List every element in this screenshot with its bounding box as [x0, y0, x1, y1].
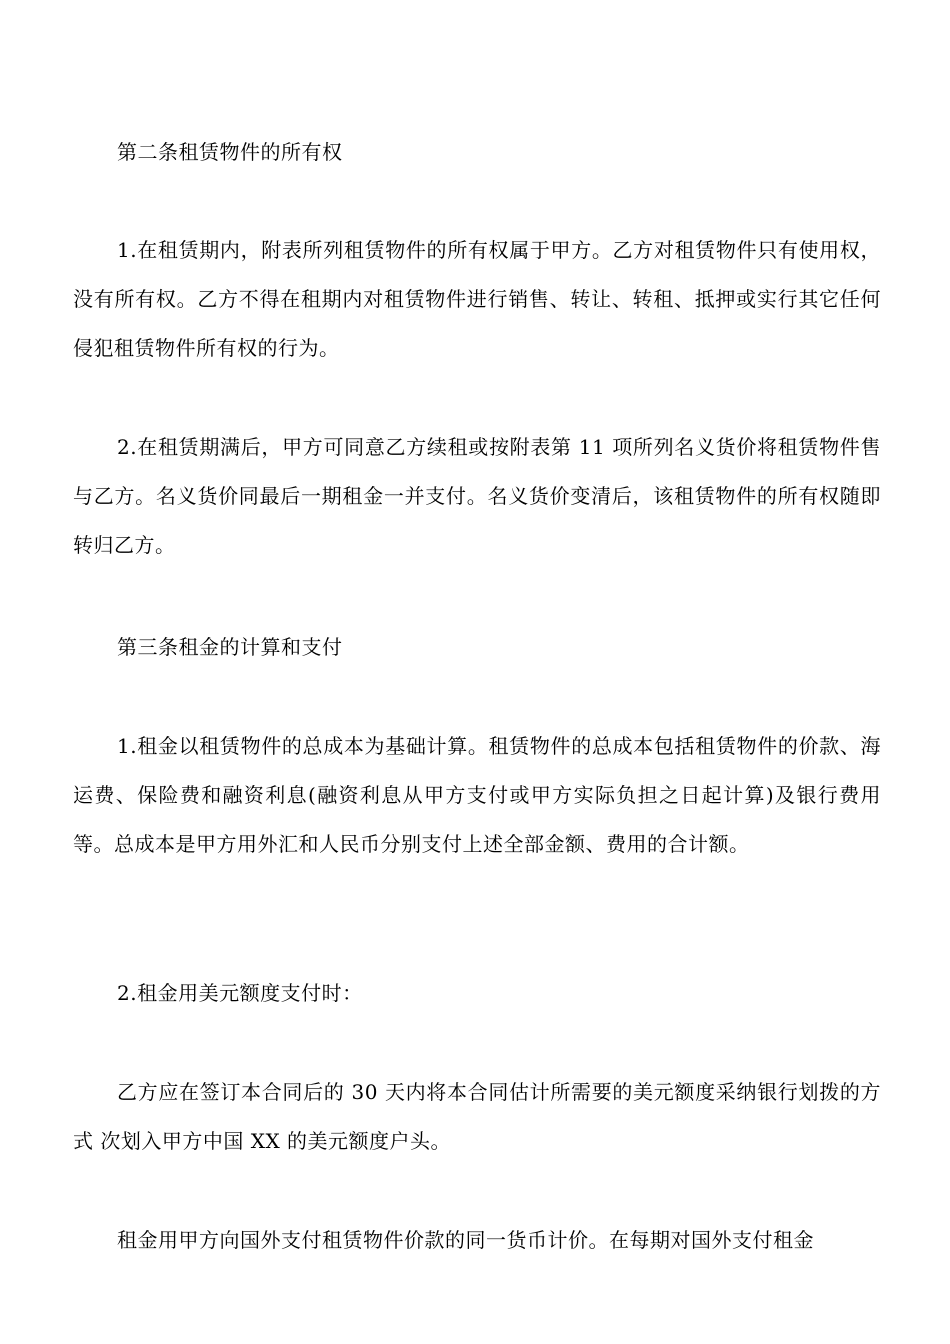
article-2-heading: 第二条租赁物件的所有权: [117, 140, 343, 164]
usd-quota-paragraph: 乙方应在签订本合同后的 30 天内将本合同估计所需要的美元额度采纳银行划拨的方式 次划入甲方中国 XX 的美元额度户头。: [73, 1080, 881, 1153]
article-3-clause-1: 1.租金以租赁物件的总成本为基础计算。租赁物件的总成本包括租赁物件的价款、海运费、保险费和融资利息(融资利息从甲方支付或甲方实际负担之日起计算)及银行费用等。总成本是甲方用外汇和人民币分别支付上述全部金额、费用的合计额。: [73, 734, 881, 856]
article-3-clause-2: 2.租金用美元额度支付时：: [117, 981, 363, 1005]
article-2-clause-2: 2.在租赁期满后，甲方可同意乙方续租或按附表第 11 项所列名义货价将租赁物件售与乙方。名义货价同最后一期租金一并支付。名义货价变清后，该租赁物件的所有权随即转归乙方。: [73, 435, 881, 557]
article-3-heading: 第三条租金的计算和支付: [117, 635, 343, 659]
rent-currency-paragraph: 租金用甲方向国外支付租赁物件价款的同一货币计价。在每期对国外支付租金: [117, 1228, 814, 1252]
article-2-clause-1: 1.在租赁期内，附表所列租赁物件的所有权属于甲方。乙方对租赁物件只有使用权，没有所有权。乙方不得在租期内对租赁物件进行销售、转让、转租、抵押或实行其它任何侵犯租赁物件所有权的行为。: [73, 238, 881, 360]
